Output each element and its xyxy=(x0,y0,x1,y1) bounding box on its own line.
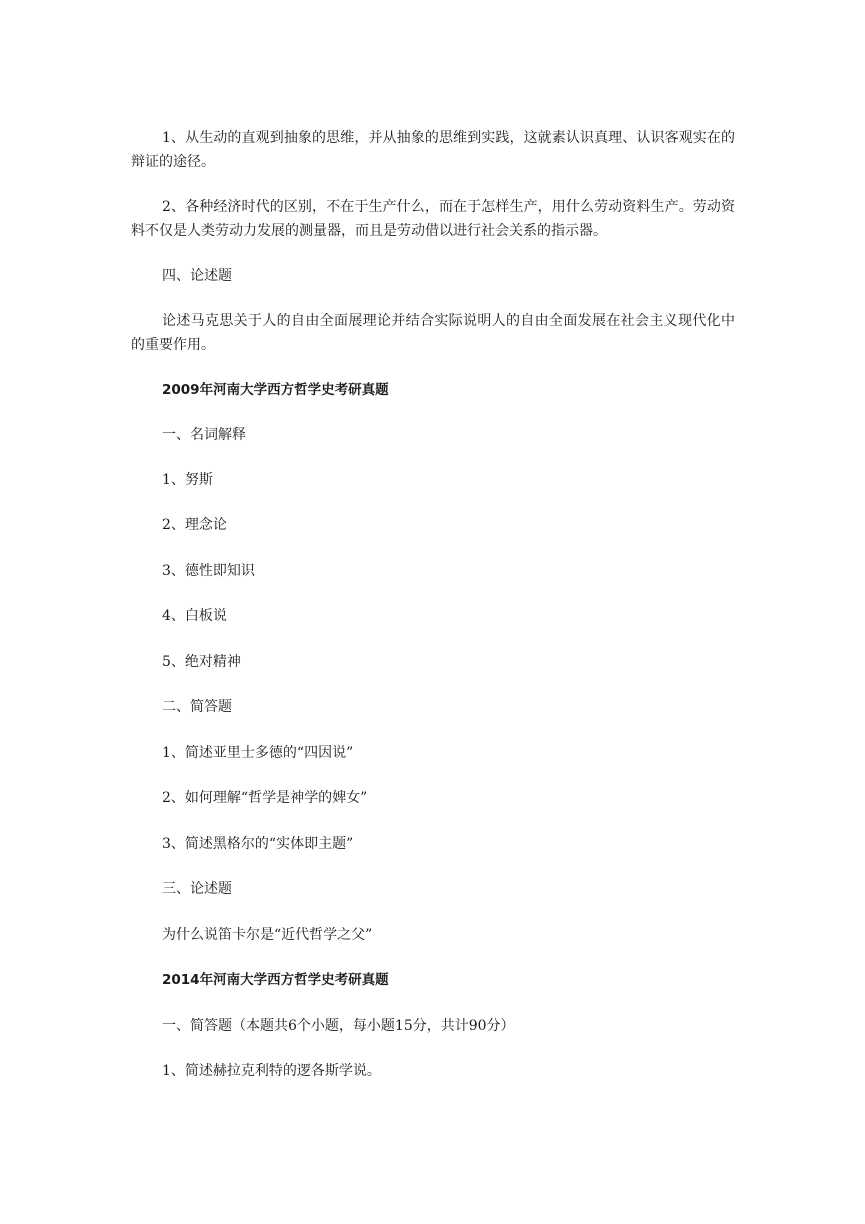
heading-2009-terms: 一、名词解释 xyxy=(162,427,246,443)
list-item: 3、简述黑格尔的“实体即主题” xyxy=(162,836,354,852)
paragraph-essay-question: 论述马克思关于人的自由全面展理论并结合实际说明人的自由全面发展在社会主义现代化中的重要作用。 xyxy=(131,313,735,353)
section-title-2009: 2009年河南大学西方哲学史考研真题 xyxy=(162,382,389,398)
list-item: 3、德性即知识 xyxy=(162,563,255,579)
list-item: 1、简述亚里士多德的“四因说” xyxy=(162,745,354,761)
paragraph-1: 1、从生动的直观到抽象的思维，并从抽象的思维到实践，这就素认识真理、认识客观实在的辩证的途径。 xyxy=(131,130,735,170)
list-item: 1、简述赫拉克利特的逻各斯学说。 xyxy=(162,1063,381,1079)
list-item: 5、绝对精神 xyxy=(162,654,241,670)
heading-2009-essay: 三、论述题 xyxy=(162,881,232,897)
list-item: 2、如何理解“哲学是神学的婢女” xyxy=(162,790,368,806)
section-title-2014: 2014年河南大学西方哲学史考研真题 xyxy=(162,972,389,988)
heading-2009-short-answer: 二、简答题 xyxy=(162,699,232,715)
section-heading-essay: 四、论述题 xyxy=(162,268,232,284)
list-item: 为什么说笛卡尔是“近代哲学之父” xyxy=(162,927,373,943)
paragraph-2: 2、各种经济时代的区别，不在于生产什么，而在于怎样生产，用什么劳动资料生产。劳动资料不仅是人类劳动力发展的测量器，而且是劳动借以进行社会关系的指示器。 xyxy=(131,199,735,239)
heading-2014-short-answer: 一、简答题（本题共6个小题，每小题15分，共计90分） xyxy=(162,1018,515,1034)
list-item: 1、努斯 xyxy=(162,472,213,488)
list-item: 2、理念论 xyxy=(162,517,227,533)
list-item: 4、白板说 xyxy=(162,608,227,624)
